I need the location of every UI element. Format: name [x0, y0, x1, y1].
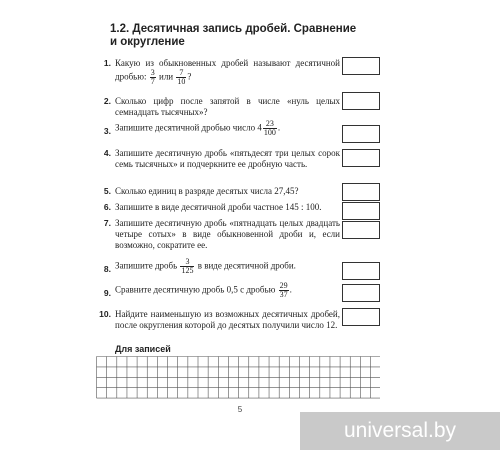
answer-box-10[interactable] [342, 308, 380, 326]
question-7: 7. Запишите десятичную дробь «пятнадцать целых двадцать четыре сотых» в виде обыкновенной дроби и, если возможно, сократите ее. [95, 218, 340, 251]
question-8: 8. Запишите дробь $\frac{3}{125}$ в виде десятичной дроби. [95, 258, 340, 280]
question-number: 1. [103, 58, 111, 68]
question-number: 8. [103, 264, 111, 274]
fraction: $\frac{7}{10}$ [177, 68, 186, 86]
question-number: 4. [103, 148, 111, 158]
fraction: $\frac{23}{100}$ [263, 119, 276, 137]
question-number: 6. [103, 202, 111, 212]
answer-box-7[interactable] [342, 221, 380, 239]
answer-box-8[interactable] [342, 262, 380, 280]
question-number: 2. [103, 96, 111, 106]
answer-box-3[interactable] [342, 125, 380, 143]
question-2: 2. Сколько цифр после запятой в числе «нуль целых семнадцать тысячных»? [95, 96, 340, 118]
watermark: universal.by [300, 412, 500, 450]
answer-box-2[interactable] [342, 92, 380, 110]
answer-box-1[interactable] [342, 57, 380, 75]
question-10: 10. Найдите наименьшую из возможных десятичных дробей, после округления которой до десятых получили число 12. [95, 309, 340, 342]
question-number: 10. [99, 309, 111, 319]
page-number: 5 [237, 405, 243, 414]
answer-box-9[interactable] [342, 284, 380, 302]
answer-box-5[interactable] [342, 183, 380, 201]
notes-grid[interactable] [96, 356, 386, 401]
notes-label: Для записей [115, 344, 171, 354]
question-number: 7. [103, 218, 111, 228]
section-title: 1.2. Десятичная запись дробей. Сравнение и округление [110, 23, 357, 48]
question-1: 1. Какую из обыкновенных дробей называют десятичной дробью: $\frac{3}{7}$ или $\frac{7}{10}$ ? [95, 58, 340, 90]
fraction: $\frac{29}{37}$ [279, 281, 288, 299]
answer-box-4[interactable] [342, 149, 380, 167]
question-number: 9. [103, 288, 111, 298]
fraction: $\frac{3}{7}$ [150, 68, 155, 86]
question-6: 6. Запишите в виде десятичной дроби частное 145 : 100. [95, 202, 340, 213]
question-5: 5. Сколько единиц в разряде десятых числа 27,45? [95, 186, 340, 197]
answer-box-6[interactable] [342, 202, 380, 220]
question-4: 4. Запишите десятичную дробь «пятьдесят три целых сорок семь тысячных» и подчеркните ее дробную часть. [95, 148, 340, 181]
question-number: 3. [103, 126, 111, 136]
question-3: 3. Запишите десятичной дробью число 4 $\frac{23}{100}$ . [95, 120, 340, 146]
question-number: 5. [103, 186, 111, 196]
fraction: $\frac{3}{125}$ [181, 257, 194, 275]
question-9: 9. Сравните десятичную дробь 0,5 с дробью $\frac{29}{37}$ . [95, 282, 340, 304]
